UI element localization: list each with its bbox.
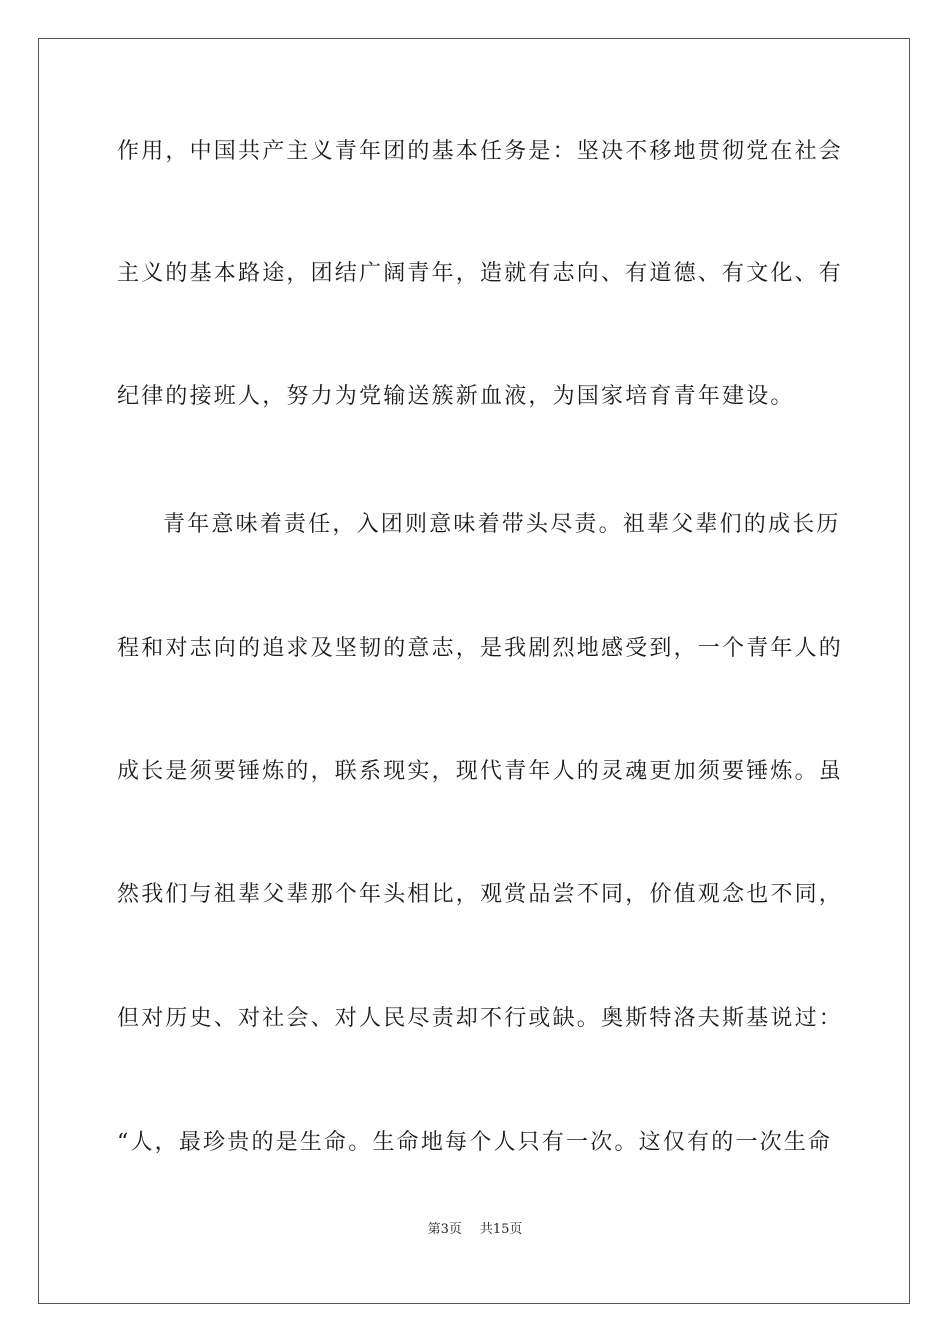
text-line-7: 然我们与祖辈父辈那个年头相比，观赏品尝不同，价值观念也不同，	[117, 882, 844, 907]
page-total: 共15页	[479, 1222, 523, 1237]
text-line-2: 主义的基本路途，团结广阔青年，造就有志向、有道德、有文化、有	[117, 261, 844, 286]
page-footer	[0, 1220, 950, 1240]
text-line-6: 成长是须要锤炼的，联系现实，现代青年人的灵魂更加须要锤炼。虽	[117, 759, 844, 784]
page-number: 第3页	[427, 1222, 462, 1237]
text-line-9: “人，最珍贵的是生命。生命地每个人只有一次。这仅有的一次生命	[117, 1130, 833, 1155]
text-line-3: 纪律的接班人，努力为党输送簇新血液，为国家培育青年建设。	[117, 384, 795, 409]
text-line-4-paragraph-start: 青年意味着责任，入团则意味着带头尽责。祖辈父辈们的成长历	[163, 512, 841, 537]
text-line-5: 程和对志向的追求及坚韧的意志，是我剧烈地感受到，一个青年人的	[117, 636, 844, 661]
page-border	[38, 38, 910, 1304]
text-line-1: 作用，中国共产主义青年团的基本任务是：坚决不移地贯彻党在社会	[117, 139, 844, 164]
text-line-8: 但对历史、对社会、对人民尽责却不行或缺。奥斯特洛夫斯基说过：	[117, 1006, 844, 1031]
